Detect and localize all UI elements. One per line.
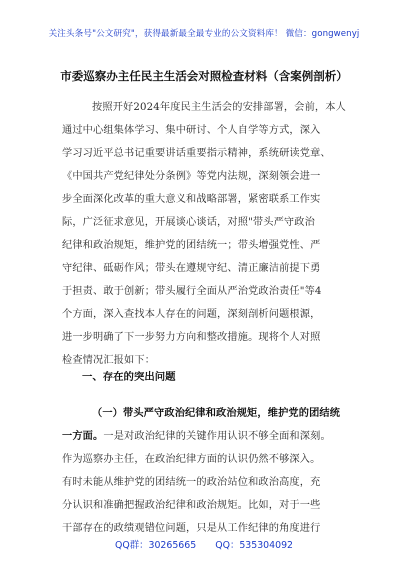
- paragraph-line: 进一步明确了下一步努力方向和整改措施。现将个人对照: [62, 332, 321, 343]
- paragraph-line: 步全面深化改革的重大意义和战略部署，紧密联系工作实: [62, 194, 321, 205]
- paragraph-line: 纪律和政治规矩，维护党的团结统一；带头增强党性、严: [62, 240, 321, 251]
- paragraph-line: 检查情况汇报如下：: [62, 355, 156, 366]
- paragraph-line: 作为巡察办主任，在政治纪律方面的认识仍然不够深入。: [62, 454, 321, 465]
- paragraph-line: 个方面，深入查找本人存在的问题，深刻剖析问题根源，: [62, 309, 321, 320]
- subheading-line: [62, 427, 331, 442]
- qq-number: QQ：535304092: [215, 540, 294, 551]
- paragraph-line: 按照开好2024年度民主生活会的安排部署，会前，本人: [92, 102, 346, 113]
- paragraph-line: 于担责、敢于创新；带头履行全面从严治党政治责任"等4: [62, 286, 322, 297]
- point-one-text: 一是对政治纪律的关键作用认识不够全面和深刻。: [103, 431, 331, 442]
- paragraph-line: 《中国共产党纪律处分条例》等党内法规，深刻领会进一: [62, 171, 321, 182]
- document-title: 市委巡察办主任民主生活会对照检查材料（含案例剖析）: [60, 69, 348, 83]
- section-heading: 一、存在的突出问题: [82, 371, 176, 383]
- paragraph-line: 干部存在的政绩观错位问题，只是从工作纪律的角度进行: [62, 523, 321, 534]
- paragraph-line: 分认识和准确把握政治纪律和政治规矩。比如，对于一些: [62, 500, 321, 511]
- paragraph-line: 际，广泛征求意见，开展谈心谈话，对照"带头严守政治: [62, 217, 315, 228]
- subheading: （一）带头严守政治纪律和政治规矩，维护党的团结统: [92, 408, 341, 419]
- paragraph-line: 学习习近平总书记重要讲话重要指示精神，系统研读党章、: [62, 148, 331, 159]
- footer-contact: [0, 537, 408, 551]
- qq-group: QQ群：30265665: [114, 540, 197, 551]
- header-banner: 关注头条号"公文研究"，获得最新最全最专业的公文资料库！ 微信：gongwenyj: [48, 29, 360, 39]
- paragraph-line: 通过中心组集体学习、集中研讨、个人自学等方式，深入: [62, 125, 321, 136]
- subheading-continuation: 一方面。: [62, 431, 104, 442]
- paragraph-line: 有时未能从维护党的团结统一的政治站位和政治高度，充: [62, 477, 321, 488]
- paragraph-line: 守纪律、砥砺作风；带头在遵规守纪、清正廉洁前提下勇: [62, 263, 321, 274]
